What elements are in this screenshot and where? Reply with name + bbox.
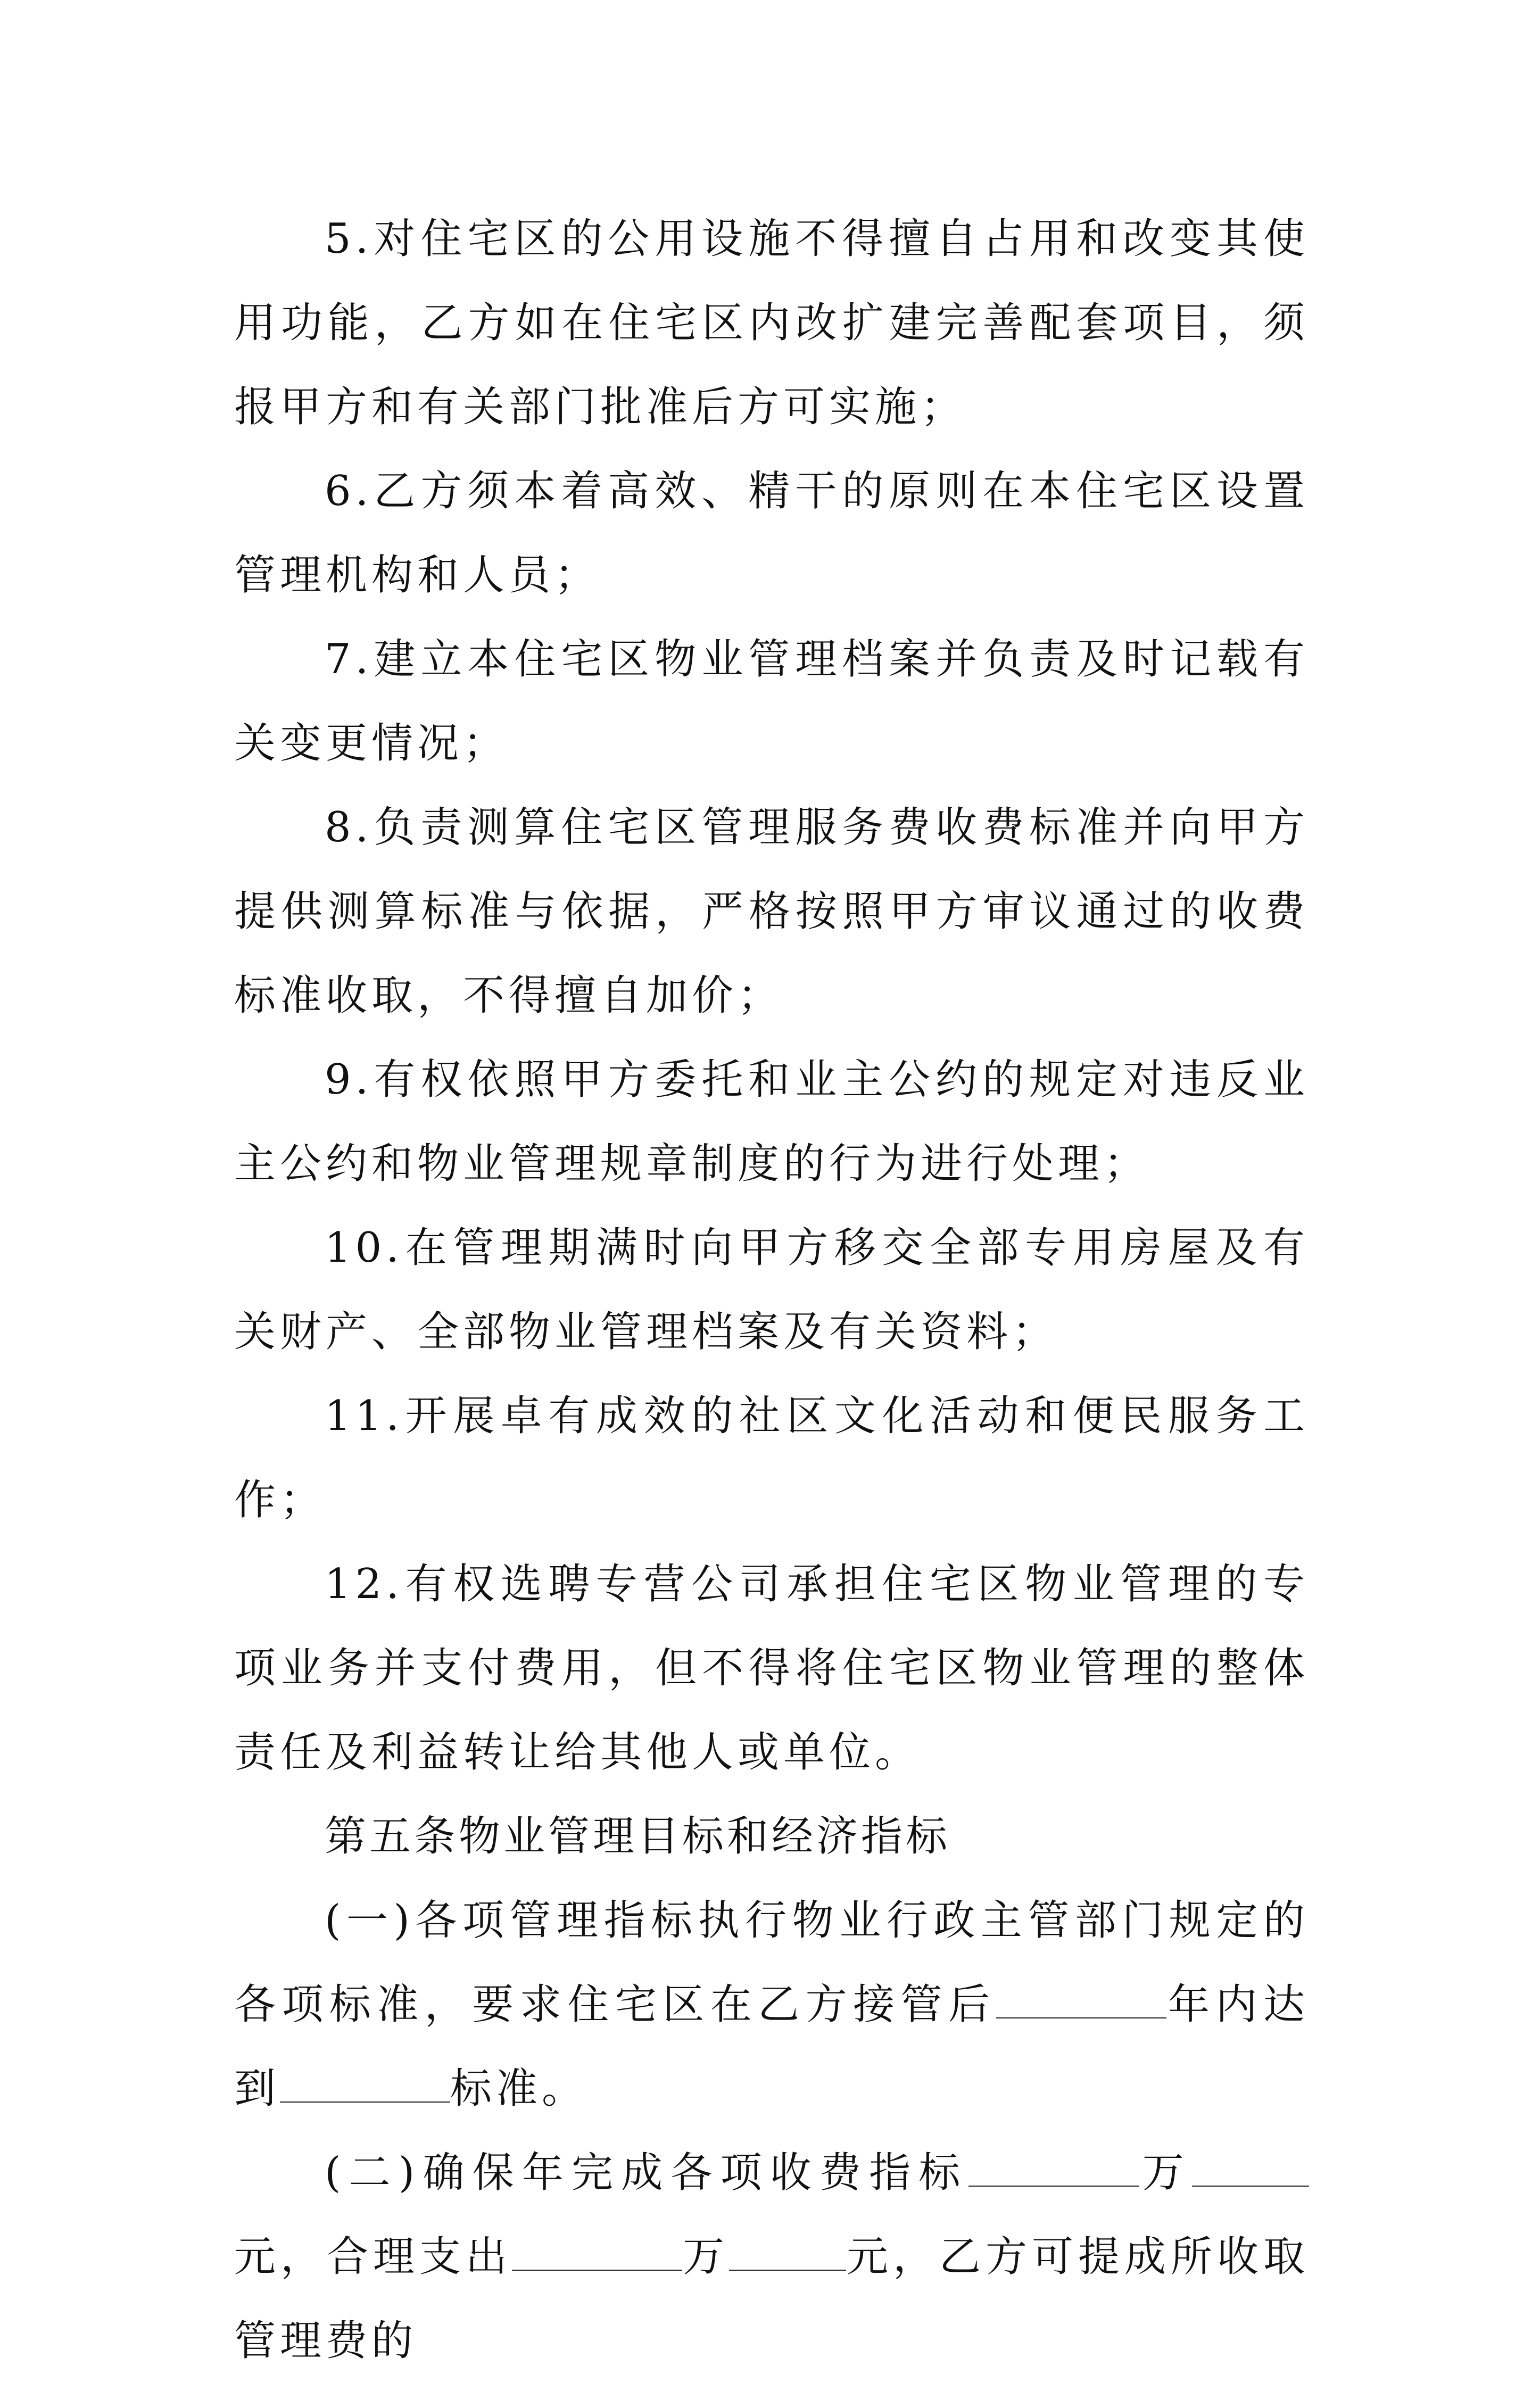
clause-management-targets: [234, 1879, 1309, 2131]
clause-text: (二)确保年完成各项收费指标: [325, 2149, 968, 2197]
clause-text: 标准。: [450, 2065, 588, 2113]
fill-in-blank-years[interactable]: [996, 1980, 1166, 2018]
clause-text: 元，乙方可提成所收取管理费的: [234, 2233, 1309, 2365]
fill-in-blank-expense-yuan[interactable]: [729, 2232, 846, 2271]
clause-text: 元，合理支出: [234, 2233, 512, 2281]
article-heading: 第五条物业管理目标和经济指标: [325, 1813, 951, 1860]
list-item: 5.对住宅区的公用设施不得擅自占用和改变其使用功能，乙方如在住宅区内改扩建完善配套项目，须报甲方和有关部门批准后方可实施；: [234, 215, 1309, 431]
list-item: 11.开展卓有成效的社区文化活动和便民服务工作；: [234, 1392, 1309, 1524]
clause-text: 万: [1138, 2149, 1192, 2197]
list-item: 10.在管理期满时向甲方移交全部专用房屋及有关财产、全部物业管理档案及有关资料；: [234, 1224, 1309, 1356]
fill-in-blank-expense-wan[interactable]: [512, 2232, 682, 2271]
list-item: 7.建立本住宅区物业管理档案并负责及时记载有关变更情况；: [234, 635, 1309, 767]
fill-in-blank-standard[interactable]: [280, 2064, 450, 2103]
document-body: [234, 197, 1309, 2383]
list-item: 9.有权依照甲方委托和业主公约的规定对违反业主公约和物业管理规章制度的行为进行处理；: [234, 1056, 1309, 1188]
fill-in-blank-fee-yuan[interactable]: [1192, 2148, 1309, 2187]
fill-in-blank-fee-wan[interactable]: [968, 2148, 1139, 2187]
clause-economic-targets: [234, 2131, 1309, 2383]
list-item: 6.乙方须本着高效、精干的原则在本住宅区设置管理机构和人员；: [234, 467, 1309, 599]
list-item: 8.负责测算住宅区管理服务费收费标准并向甲方提供测算标准与依据，严格按照甲方审议通过的收费标准收取，不得擅自加价；: [234, 804, 1309, 1020]
clause-text: 年内达到: [234, 1981, 1309, 2113]
clause-text: (一)各项管理指标执行物业行政主管部门规定的各项标准，要求住宅区在乙方接管后: [234, 1897, 1309, 2029]
list-item: 12.有权选聘专营公司承担住宅区物业管理的专项业务并支付费用，但不得将住宅区物业管理的整体责任及利益转让给其他人或单位。: [234, 1560, 1309, 1776]
clause-text: 万: [682, 2233, 729, 2281]
